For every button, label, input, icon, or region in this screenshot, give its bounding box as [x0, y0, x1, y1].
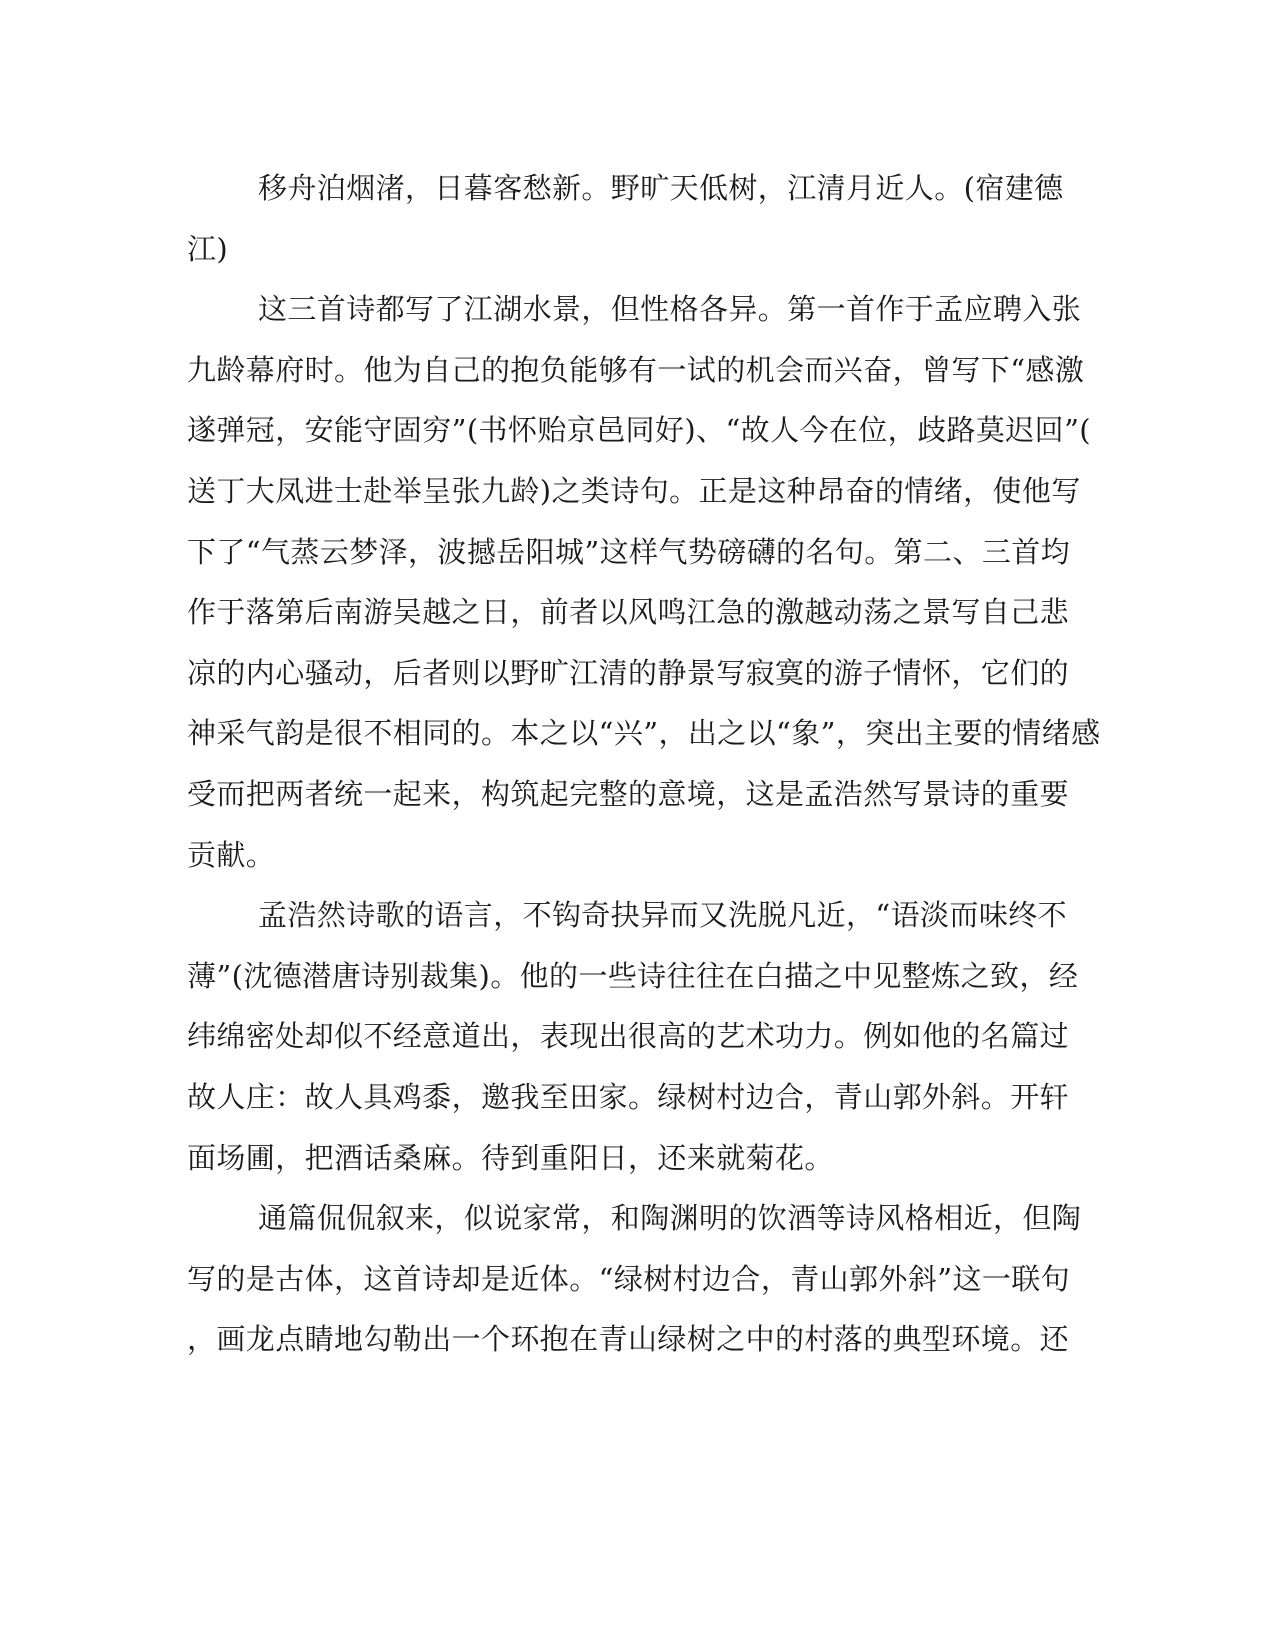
text-line: 故人庄：故人具鸡黍，邀我至田家。绿树村边合，青山郭外斜。开轩	[187, 1079, 1070, 1114]
text-line: 面场圃，把酒话桑麻。待到重阳日，还来就菊花。	[187, 1140, 834, 1175]
text-line: 江)	[187, 231, 229, 266]
text-line: 九龄幕府时。他为自己的抱负能够有一试的机会而兴奋，曾写下“感激	[187, 352, 1085, 387]
text-line: 通篇侃侃叙来，似说家常，和陶渊明的饮酒等诗风格相近，但陶	[258, 1201, 1082, 1236]
text-line: 受而把两者统一起来，构筑起完整的意境，这是孟浩然写景诗的重要	[187, 776, 1070, 811]
text-line: ，画龙点睛地勾勒出一个环抱在青山绿树之中的村落的典型环境。还	[187, 1322, 1070, 1357]
text-line: 移舟泊烟渚，日暮客愁新。野旷天低树，江清月近人。(宿建德	[258, 171, 1064, 205]
text-line: 神采气韵是很不相同的。本之以“兴”，出之以“象”，突出主要的情绪感	[187, 716, 1101, 751]
text-line: 这三首诗都写了江湖水景，但性格各异。第一首作于孟应聘入张	[258, 292, 1082, 327]
text-line: 下了“气蒸云梦泽，波撼岳阳城”这样气势磅礴的名句。第二、三首均	[187, 534, 1071, 569]
text-line: 薄”(沈德潜唐诗别裁集)。他的一些诗往往在白描之中见整炼之致，经	[187, 958, 1079, 993]
text-line: 送丁大凤进士赴举呈张九龄)之类诗句。正是这种昂奋的情绪，使他写	[187, 473, 1081, 508]
text-line: 凉的内心骚动，后者则以野旷江清的静景写寂寞的游子情怀，它们的	[187, 655, 1070, 690]
text-line: 遂弹冠，安能守固穷”(书怀贻京邑同好)、“故人今在位，歧路莫迟回”(	[187, 413, 1092, 448]
text-line: 贡献。	[187, 837, 276, 872]
text-line: 纬绵密处却似不经意道出，表现出很高的艺术功力。例如他的名篇过	[187, 1019, 1070, 1054]
text-line: 写的是古体，这首诗却是近体。“绿树村边合，青山郭外斜”这一联句	[187, 1261, 1071, 1296]
text-line: 孟浩然诗歌的语言，不钩奇抉异而又洗脱凡近，“语淡而味终不	[258, 898, 1068, 933]
document-body	[187, 158, 1101, 1370]
text-line: 作于落第后南游吴越之日，前者以风鸣江急的激越动荡之景写自己悲	[187, 595, 1070, 630]
